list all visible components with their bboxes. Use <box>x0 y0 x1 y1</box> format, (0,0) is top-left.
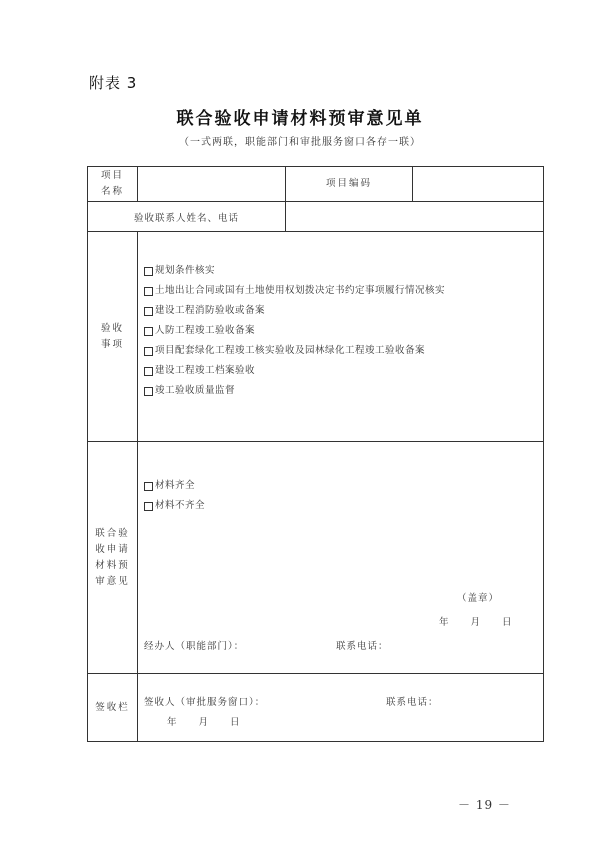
opinion-options <box>144 476 205 516</box>
acceptance-item-label: 竣工验收质量监督 <box>155 385 236 396</box>
checkbox-icon[interactable] <box>144 367 153 376</box>
receipt-date: 年 月 日 <box>167 717 241 728</box>
project-row <box>88 167 544 202</box>
checkbox-icon[interactable] <box>144 307 153 316</box>
seal-label: （盖章） <box>457 593 500 604</box>
receiver-phone-label: 联系电话： <box>386 697 439 708</box>
appendix-label: 附表 3 <box>89 74 138 92</box>
acceptance-items-row <box>88 232 544 442</box>
acceptance-item-label: 项目配套绿化工程竣工核实验收及园林绿化工程竣工验收备案 <box>155 345 426 356</box>
pre-review-opinion-label <box>88 442 138 674</box>
acceptance-item-label: 规划条件核实 <box>155 265 216 276</box>
opinion-date: 年 月 日 <box>439 617 513 628</box>
acceptance-item[interactable] <box>144 341 537 361</box>
acceptance-item[interactable] <box>144 361 537 381</box>
acceptance-item[interactable] <box>144 321 537 341</box>
acceptance-items-cell <box>138 232 544 442</box>
checkbox-icon[interactable] <box>144 387 153 396</box>
checkbox-icon[interactable] <box>144 287 153 296</box>
pre-review-opinion-label-line1: 联合验 <box>95 527 130 539</box>
pre-review-opinion-label-line2: 收申请 <box>95 543 130 555</box>
opinion-option-complete[interactable] <box>144 476 205 496</box>
acceptance-item[interactable] <box>144 381 537 401</box>
page-number: － 19 － <box>458 798 511 812</box>
handler-label: 经办人（职能部门）： <box>144 641 245 652</box>
receipt-row <box>88 674 544 742</box>
form-subtitle: （一式两联，职能部门和审批服务窗口各存一联） <box>179 137 421 148</box>
pre-review-opinion-cell <box>138 442 544 674</box>
project-name-value[interactable] <box>138 167 286 202</box>
form-title: 联合验收申请材料预审意见单 <box>176 109 424 129</box>
checkbox-icon[interactable] <box>144 267 153 276</box>
project-name-label <box>88 167 138 202</box>
project-name-label-line2: 名称 <box>100 186 124 197</box>
acceptance-item-label: 建设工程消防验收或备案 <box>155 305 266 316</box>
acceptance-item-label: 建设工程竣工档案验收 <box>155 365 256 376</box>
checkbox-icon[interactable] <box>144 327 153 336</box>
acceptance-item-label: 土地出让合同或国有土地使用权划拨决定书约定事项履行情况核实 <box>155 285 446 296</box>
checkbox-icon[interactable] <box>144 502 153 511</box>
checkbox-icon[interactable] <box>144 347 153 356</box>
contact-value[interactable] <box>286 202 544 232</box>
acceptance-item-label: 人防工程竣工验收备案 <box>155 325 256 336</box>
acceptance-item[interactable] <box>144 261 537 281</box>
receipt-cell <box>138 674 544 742</box>
project-name-label-line1: 项目 <box>100 170 124 181</box>
acceptance-items-label-line2: 事项 <box>100 338 124 350</box>
project-code-label: 项目编码 <box>286 167 413 202</box>
contact-row <box>88 202 544 232</box>
pre-review-opinion-label-line4: 审意见 <box>95 575 130 587</box>
review-form-table <box>87 166 544 742</box>
opinion-option-label: 材料齐全 <box>155 480 196 491</box>
receipt-label: 签收栏 <box>88 674 138 742</box>
project-code-value[interactable] <box>413 167 544 202</box>
checkbox-icon[interactable] <box>144 482 153 491</box>
handler-phone-label: 联系电话： <box>336 641 389 652</box>
acceptance-item[interactable] <box>144 281 537 301</box>
pre-review-opinion-label-line3: 材料预 <box>95 559 130 571</box>
pre-review-opinion-row <box>88 442 544 674</box>
acceptance-items-label-line1: 验收 <box>100 322 124 334</box>
acceptance-item[interactable] <box>144 301 537 321</box>
contact-label: 验收联系人姓名、电话 <box>88 202 286 232</box>
acceptance-items-list <box>144 261 537 401</box>
opinion-option-label: 材料不齐全 <box>155 500 206 511</box>
opinion-option-incomplete[interactable] <box>144 496 205 516</box>
receiver-label: 签收人（审批服务窗口）： <box>144 697 266 708</box>
acceptance-items-label <box>88 232 138 442</box>
